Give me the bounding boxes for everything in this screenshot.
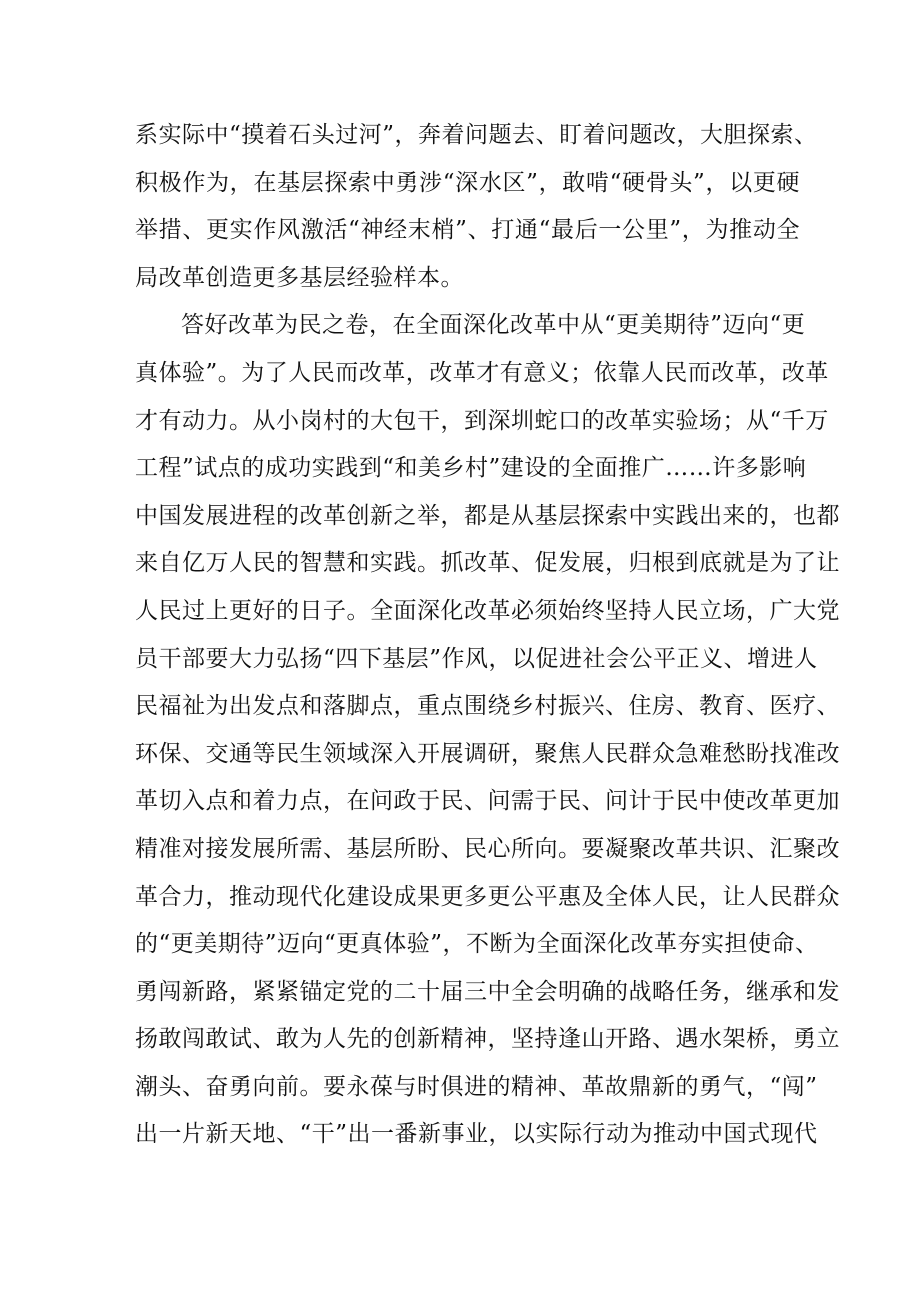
text-line: 的“更美期待”迈向“更真体验”，不断为全面深化改革夯实担使命、 [135, 931, 819, 958]
text-line: 民福祉为出发点和落脚点，重点围绕乡村振兴、住房、教育、医疗、 [135, 693, 840, 720]
text-line: 员干部要大力弘扬“四下基层”作风，以促进社会公平正义、增进人 [135, 645, 818, 672]
text-line: 革合力，推动现代化建设成果更多更公平惠及全体人民，让人民群众 [135, 883, 840, 910]
text-line: 勇闯新路，紧紧锚定党的二十届三中全会明确的战略任务，继承和发 [135, 978, 840, 1005]
text-line: 工程”试点的成功实践到“和美乡村”建设的全面推广……许多影响 [135, 455, 807, 482]
text-line: 革切入点和着力点，在问政于民、问需于民、问计于民中使改革更加 [135, 788, 840, 815]
paragraph-2 [135, 302, 840, 1159]
text-line: 才有动力。从小岗村的大包干，到深圳蛇口的改革实验场；从“千万 [135, 407, 829, 434]
text-line: 积极作为，在基层探索中勇涉“深水区”，敢啃“硬骨头”，以更硬 [135, 169, 800, 196]
text-line: 真体验”。为了人民而改革，改革才有意义；依靠人民而改革，改革 [135, 359, 829, 386]
text-line: 系实际中“摸着石头过河”，奔着问题去、盯着问题改，大胆探索、 [135, 122, 818, 148]
text-line: 潮头、奋勇向前。要永葆与时俱进的精神、革故鼎新的勇气，“闯” [135, 1073, 818, 1100]
text-line: 环保、交通等民生领域深入开展调研，聚焦人民群众急难愁盼找准改 [135, 740, 840, 767]
text-line: 人民过上更好的日子。全面深化改革必须始终坚持人民立场，广大党 [135, 597, 840, 624]
text-line: 局改革创造更多基层经验样本。 [135, 264, 464, 291]
paragraph-1 [135, 112, 818, 302]
text-line: 举措、更实作风激活“神经末梢”、打通“最后一公里”，为推动全 [135, 217, 800, 244]
text-line: 答好改革为民之卷，在全面深化改革中从“更美期待”迈向“更 [181, 312, 806, 339]
document-body [135, 112, 840, 1159]
text-line: 中国发展进程的改革创新之举，都是从基层探索中实践出来的，也都 [135, 502, 840, 529]
text-line: 精准对接发展所需、基层所盼、民心所向。要凝聚改革共识、汇聚改 [135, 835, 840, 862]
text-line: 来自亿万人民的智慧和实践。抓改革、促发展，归根到底就是为了让 [135, 550, 840, 577]
text-line: 扬敢闯敢试、敢为人先的创新精神，坚持逢山开路、遇水架桥，勇立 [135, 1026, 840, 1053]
text-line: 出一片新天地、“干”出一番新事业，以实际行动为推动中国式现代 [135, 1121, 818, 1148]
